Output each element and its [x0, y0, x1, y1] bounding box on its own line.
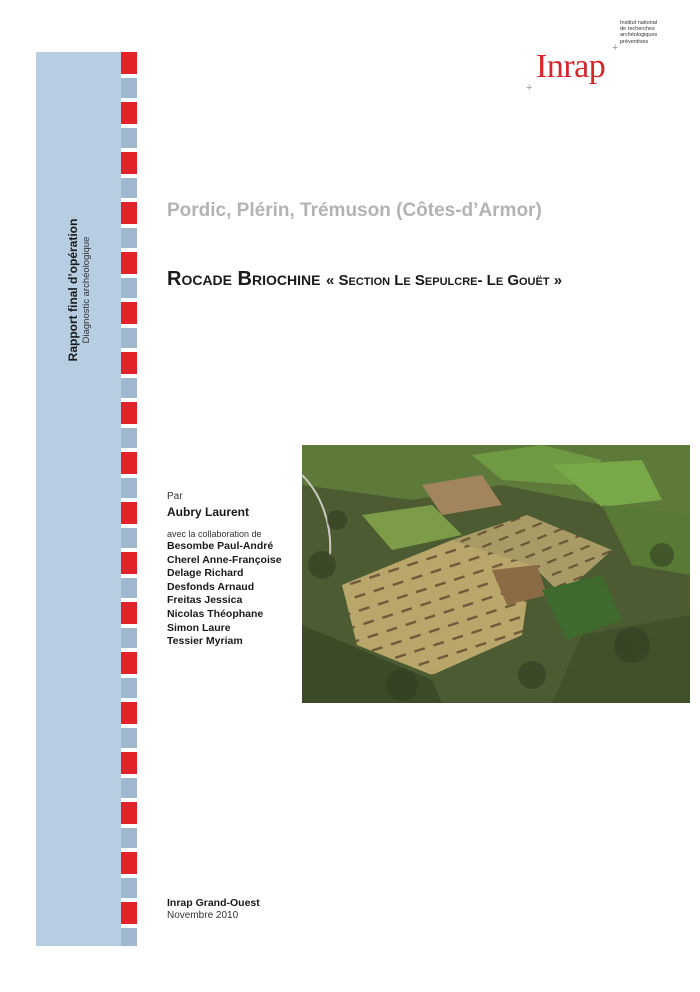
- title-main: Rocade Briochine: [167, 268, 321, 290]
- aerial-photo-image: [302, 445, 690, 703]
- stripe-segment: [121, 828, 137, 848]
- stripe-segment: [121, 128, 137, 148]
- sidebar-panel: [36, 52, 121, 946]
- stripe-segment: [121, 152, 137, 174]
- stripe-segment: [121, 278, 137, 298]
- stripe-segment: [121, 852, 137, 874]
- collaborator-list: [167, 540, 282, 649]
- logo-cross-icon: +: [526, 82, 533, 94]
- credits-block: [167, 491, 282, 649]
- stripe-segment: [121, 752, 137, 774]
- report-type-title: Rapport final d’opération: [66, 218, 80, 362]
- stripe-segment: [121, 328, 137, 348]
- logo-tagline: Institut national de recherches archéologiques préventives: [620, 20, 658, 45]
- stripe-segment: [121, 678, 137, 698]
- inrap-logo: [524, 18, 674, 104]
- stripe-segment: [121, 778, 137, 798]
- stripe-segment: [121, 228, 137, 248]
- aerial-photo: [302, 445, 690, 703]
- stripe-segment: [121, 452, 137, 474]
- decorative-stripe: [121, 52, 137, 946]
- stripe-segment: [121, 728, 137, 748]
- author-name: Aubry Laurent: [167, 505, 250, 519]
- stripe-segment: [121, 352, 137, 374]
- stripe-segment: [121, 252, 137, 274]
- stripe-segment: [121, 878, 137, 898]
- stripe-segment: [121, 628, 137, 648]
- list-item: Tessier Myriam: [167, 635, 243, 648]
- footer-date: Novembre 2010: [167, 910, 239, 921]
- list-item: Delage Richard: [167, 567, 244, 580]
- stripe-segment: [121, 78, 137, 98]
- stripe-segment: [121, 202, 137, 224]
- stripe-segment: [121, 102, 137, 124]
- stripe-segment: [121, 652, 137, 674]
- stripe-segment: [121, 402, 137, 424]
- stripe-segment: [121, 552, 137, 574]
- list-item: Besombe Paul-André: [167, 540, 274, 552]
- list-item: Desfonds Arnaud: [167, 580, 255, 593]
- footer-org: Inrap Grand-Ouest: [167, 897, 260, 909]
- by-label: Par: [167, 491, 183, 502]
- list-item: Freitas Jessica: [167, 594, 243, 607]
- stripe-segment: [121, 802, 137, 824]
- stripe-segment: [121, 178, 137, 198]
- report-type-block: [54, 190, 104, 390]
- stripe-segment: [121, 428, 137, 448]
- report-title: [167, 266, 647, 294]
- stripe-segment: [121, 478, 137, 498]
- collab-label: avec la collaboration de: [167, 529, 262, 539]
- stripe-segment: [121, 702, 137, 724]
- location-line: Pordic, Plérin, Trémuson (Côtes-d’Armor): [167, 200, 542, 221]
- stripe-segment: [121, 378, 137, 398]
- report-type-subtitle: Diagnostic archéologique: [81, 236, 92, 344]
- footer-block: [167, 897, 260, 921]
- stripe-segment: [121, 578, 137, 598]
- stripe-segment: [121, 928, 137, 946]
- logo-cross-icon: +: [612, 42, 619, 54]
- stripe-segment: [121, 502, 137, 524]
- list-item: Nicolas Théophane: [167, 607, 264, 620]
- stripe-segment: [121, 52, 137, 74]
- stripe-segment: [121, 302, 137, 324]
- list-item: Cherel Anne-Françoise: [167, 553, 282, 566]
- stripe-segment: [121, 528, 137, 548]
- list-item: Simon Laure: [167, 621, 231, 634]
- stripe-segment: [121, 602, 137, 624]
- title-section: « Section Le Sepulcre- Le Gouët »: [326, 272, 563, 289]
- logo-wordmark: Inrap: [536, 48, 606, 85]
- stripe-segment: [121, 902, 137, 924]
